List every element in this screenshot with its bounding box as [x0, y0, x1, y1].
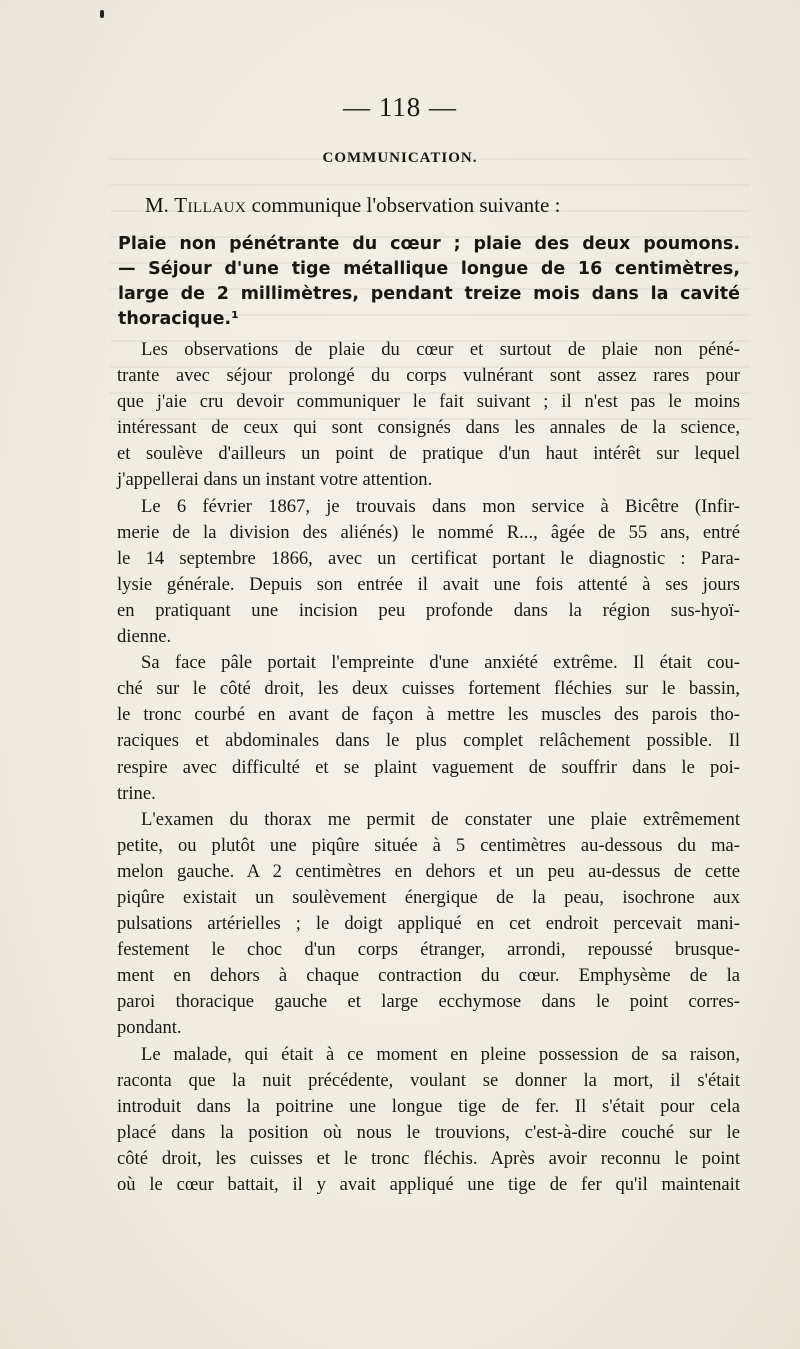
body-line: ment en dehors à chaque contraction du cœur. Emphysème de la	[117, 965, 740, 987]
intro-line	[145, 193, 560, 218]
body-line: Sa face pâle portait l'empreinte d'une anxiété extrême. Il était cou-	[141, 652, 740, 674]
body-line: ché sur le côté droit, les deux cuisses fortement fléchies sur le bassin,	[117, 678, 740, 700]
case-title-line: — Séjour d'une tige métallique longue de 16 centimètres,	[118, 259, 740, 279]
body-line: où le cœur battait, il y avait appliqué une tige de fer qu'il maintenait	[117, 1174, 740, 1195]
body-line: festement le choc d'un corps étranger, arrondi, repoussé brusque-	[117, 939, 740, 961]
body-line: merie de la division des aliénés) le nommé R..., âgée de 55 ans, entré	[117, 521, 740, 543]
case-title-line: large de 2 millimètres, pendant treize mois dans la cavité	[118, 284, 740, 304]
body-line: paroi thoracique gauche et large ecchymose dans le point corres-	[117, 991, 740, 1013]
body-line: melon gauche. A 2 centimètres en dehors et un peu au-dessus de cette	[117, 860, 740, 882]
page-number: — 118 —	[343, 92, 457, 122]
body-line: lysie générale. Depuis son entrée il avait une fois attenté à ses jours	[117, 573, 740, 595]
author-name: Tillaux	[174, 193, 247, 217]
body-line: intéressant de ceux qui sont consignés dans les annales de la science,	[117, 417, 740, 439]
body-line: et soulève d'ailleurs un point de pratique d'un haut intérêt sur lequel	[117, 443, 740, 465]
body-line: côté droit, les cuisses et le tronc fléchis. Après avoir reconnu le point	[117, 1147, 740, 1169]
ink-speck	[100, 10, 104, 18]
section-heading: COMMUNICATION.	[322, 150, 478, 166]
body-line: L'examen du thorax me permit de constater une plaie extrêmement	[141, 808, 740, 830]
body-line: en pratiquant une incision peu profonde dans la région sus-hyoï-	[117, 599, 740, 621]
case-title	[118, 232, 740, 332]
body-line: j'appellerai dans un instant votre attention.	[117, 469, 433, 491]
body-line: le 14 septembre 1866, avec un certificat portant le diagnostic : Para-	[117, 547, 740, 569]
body-line: Les observations de plaie du cœur et surtout de plaie non péné-	[141, 339, 740, 360]
body-line: pondant.	[117, 1017, 182, 1039]
body-line: trine.	[117, 782, 156, 804]
body-line: raciques et abdominales dans le plus complet relâchement possible. Il	[117, 730, 740, 752]
body-line: raconta que la nuit précédente, voulant se donner la mort, il s'était	[117, 1069, 740, 1091]
body-line: le tronc courbé en avant de façon à mettre les muscles des parois tho-	[117, 704, 740, 726]
case-title-line: Plaie non pénétrante du cœur ; plaie des deux poumons.	[118, 234, 740, 254]
body-text	[117, 337, 740, 1198]
case-title-line: thoracique.¹	[118, 309, 239, 329]
body-line: respire avec difficulté et se plaint vaguement de souffrir dans le poi-	[117, 756, 740, 778]
body-line: dienne.	[117, 626, 172, 648]
body-line: Le malade, qui était à ce moment en pleine possession de sa raison,	[141, 1043, 740, 1065]
body-line: que j'aie cru devoir communiquer le fait suivant ; il n'est pas le moins	[117, 391, 740, 413]
body-line: introduit dans la poitrine une longue tige de fer. Il s'était pour cela	[117, 1095, 740, 1117]
intro-rest: communique l'observation suivante :	[246, 193, 561, 217]
intro-prefix: M.	[145, 193, 175, 217]
body-line: Le 6 février 1867, je trouvais dans mon service à Bicêtre (Infir-	[141, 495, 740, 517]
body-line: pulsations artérielles ; le doigt appliqué en cet endroit percevait mani-	[117, 913, 740, 935]
body-line: trante avec séjour prolongé du corps vulnérant sont assez rares pour	[117, 365, 740, 387]
body-line: petite, ou plutôt une piqûre située à 5 centimètres au-dessous du ma-	[117, 834, 740, 856]
body-line: piqûre existait un soulèvement énergique de la peau, isochrone aux	[117, 886, 740, 908]
body-line: placé dans la position où nous le trouvions, c'est-à-dire couché sur le	[117, 1121, 740, 1143]
